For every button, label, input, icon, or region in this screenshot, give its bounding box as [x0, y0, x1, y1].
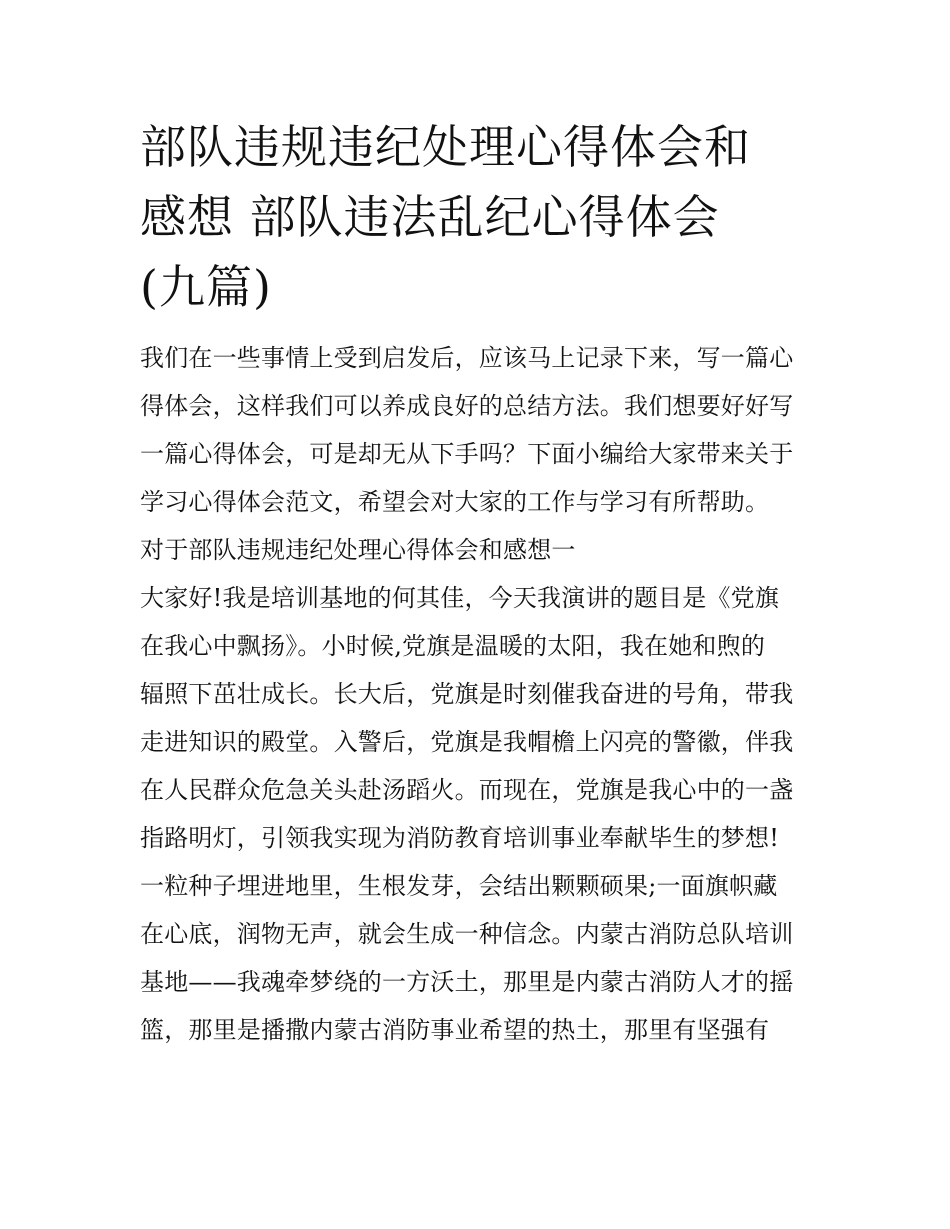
- document-body: [140, 334, 812, 1054]
- document-title: [140, 112, 812, 322]
- section-heading: 对于部队违规违纪处理心得体会和感想一: [140, 536, 576, 564]
- intro-paragraph-line: 我们在一些事情上受到启发后，应该马上记录下来，写一篇心: [140, 344, 794, 372]
- paragraph-line: 在心底，润物无声，就会生成一种信念。内蒙古消防总队培训: [140, 920, 794, 948]
- document-content: [140, 112, 812, 1054]
- paragraph-line: 一粒种子埋进地里，生根发芽，会结出颗颗硕果;一面旗帜藏: [140, 872, 778, 900]
- paragraph-line: 篮，那里是播撒内蒙古消防事业希望的热土，那里有坚强有: [140, 1016, 770, 1044]
- intro-paragraph-line: 学习心得体会范文，希望会对大家的工作与学习有所帮助。: [140, 488, 770, 516]
- paragraph-line: 辐照下茁壮成长。长大后，党旗是时刻催我奋进的号角，带我: [140, 680, 794, 708]
- paragraph-line: 在我心中飘扬》。小时候,党旗是温暖的太阳，我在她和煦的: [140, 632, 766, 660]
- paragraph-line: 走进知识的殿堂。入警后，党旗是我帽檐上闪亮的警徽，伴我: [140, 728, 794, 756]
- title-line: (九篇): [140, 260, 272, 314]
- paragraph-line: 基地——我魂牵梦绕的一方沃土，那里是内蒙古消防人才的摇: [140, 968, 794, 996]
- paragraph-line: 大家好!我是培训基地的何其佳，今天我演讲的题目是《党旗: [140, 584, 780, 612]
- intro-paragraph-line: 得体会，这样我们可以养成良好的总结方法。我们想要好好写: [140, 392, 794, 420]
- paragraph-line: 指路明灯，引领我实现为消防教育培训事业奉献毕生的梦想!: [140, 824, 780, 852]
- title-line: 感想 部队违法乱纪心得体会: [140, 190, 720, 244]
- intro-paragraph-line: 一篇心得体会，可是却无从下手吗？下面小编给大家带来关于: [140, 440, 794, 468]
- paragraph-line: 在人民群众危急关头赴汤蹈火。而现在，党旗是我心中的一盏: [140, 776, 794, 804]
- title-line: 部队违规违纪处理心得体会和: [140, 120, 751, 174]
